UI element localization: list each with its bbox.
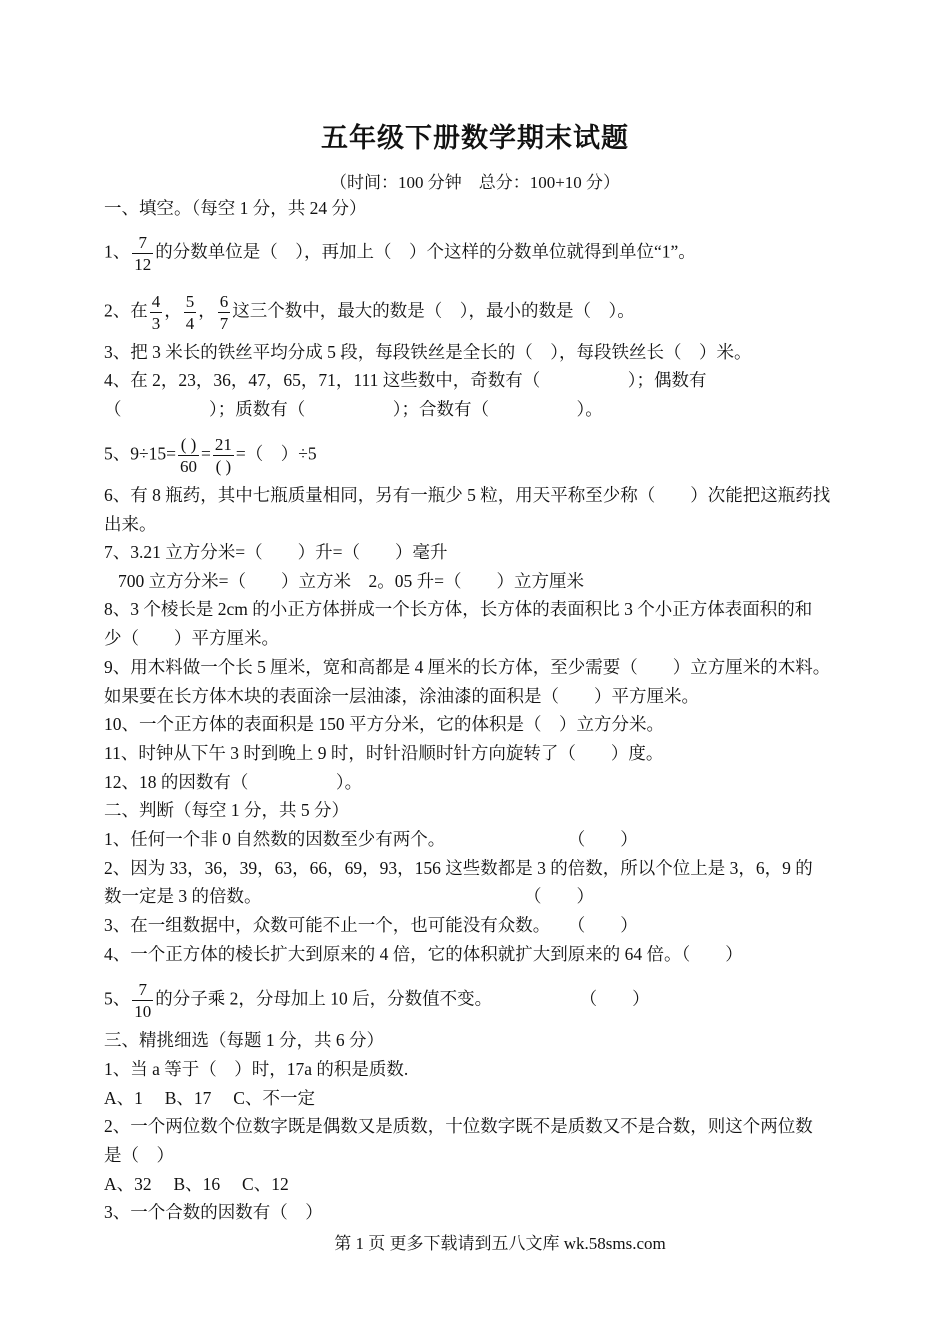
s3-q2-options: A、32 B、16 C、12 [104, 1174, 289, 1194]
s1-q3: 3、把 3 米长的铁丝平均分成 5 段，每段铁丝是全长的（ ），每段铁丝长（ ）米。 [104, 342, 752, 362]
page-subtitle: （时间：100 分钟 总分：100+10 分） [329, 173, 621, 192]
s1-q4-line2: （ ）；质数有（ ）；合数有（ ）。 [104, 399, 603, 419]
s1-q1: 1、 $\frac{7}{12}$ 的分数单位是（ ），再加上（ ）个这样的分数单位就得到单位“1”。 [104, 233, 696, 274]
s1-q11: 11、时钟从下午 3 时到晚上 9 时，时针沿顺时针方向旋转了（ ）度。 [104, 743, 664, 763]
section2-heading: 二、判断（每空 1 分，共 5 分） [104, 800, 349, 820]
s3-q1-options: A、1 B、17 C、不一定 [104, 1088, 315, 1108]
fraction-6-7: $\frac{6}{7}$ [219, 292, 229, 333]
s2-q2-line2: 数一定是 3 的倍数。 （ ） [104, 886, 594, 906]
page-title: 五年级下册数学期末试题 [321, 123, 629, 153]
s1-q4-line1: 4、在 2，23，36，47，65，71，111 这些数中，奇数有（ ）；偶数有 [104, 370, 707, 390]
fraction-5-4: $\frac{5}{4}$ [185, 292, 195, 333]
s3-q2-line2: 是（ ） [104, 1145, 174, 1165]
s2-q5: 5、 $\frac{7}{10}$ 的分子乘 2，分母加上 10 后，分数值不变。 （ ） [104, 980, 650, 1021]
s1-q7-line1: 7、3.21 立方分米=（ ）升=（ ）毫升 [104, 542, 448, 562]
s1-q9-line2: 如果要在长方体木块的表面涂一层油漆，涂油漆的面积是（ ）平方厘米。 [104, 686, 699, 706]
s2-q3: 3、在一组数据中，众数可能不止一个，也可能没有众数。 （ ） [104, 915, 638, 935]
s1-q2: 2、在 $\frac{4}{3}$ ， $\frac{5}{4}$ ， $\frac{6}{7}$ 这三个数中，最大的数是（ ），最小的数是（ ）。 [104, 292, 635, 333]
s1-q8-line1: 8、3 个棱长是 2cm 的小正方体拼成一个长方体，长方体的表面积比 3 个小正方体表面积的和 [104, 599, 813, 619]
s3-q1: 1、当 a 等于（ ）时，17a 的积是质数. [104, 1059, 409, 1079]
fraction-7-10: $\frac{7}{10}$ [134, 980, 152, 1021]
s1-q12: 12、18 的因数有（ ）。 [104, 772, 363, 792]
section1-heading: 一、填空。（每空 1 分，共 24 分） [104, 198, 367, 218]
s1-q10: 10、一个正方体的表面积是 150 平方分米，它的体积是（ ）立方分米。 [104, 714, 664, 734]
s3-q2-line1: 2、一个两位数个位数字既是偶数又是质数，十位数字既不是质数又不是合数，则这个两位数 [104, 1116, 813, 1136]
s1-q6-line2: 出来。 [104, 514, 157, 534]
page-footer: 第 1 页 更多下载请到五八文库 wk.58sms.com [334, 1234, 666, 1253]
s1-q7-line2: 700 立方分米=（ ）立方米 2。05 升=（ ）立方厘米 [118, 571, 584, 591]
s2-q2-line1: 2、因为 33，36，39，63，66，69，93，156 这些数都是 3 的倍数，所以个位上是 3，6，9 的 [104, 858, 813, 878]
s1-q6-line1: 6、有 8 瓶药，其中七瓶质量相同，另有一瓶少 5 粒，用天平称至少称（ ）次能把这瓶药找 [104, 485, 831, 505]
fraction-21-blank: $\frac{21}{( )}$ [214, 435, 232, 476]
s1-q9-line1: 9、用木料做一个长 5 厘米，宽和高都是 4 厘米的长方体，至少需要（ ）立方厘米的木料。 [104, 657, 831, 677]
section3-heading: 三、精挑细选（每题 1 分，共 6 分） [104, 1030, 384, 1050]
fraction-4-3: $\frac{4}{3}$ [151, 292, 161, 333]
s2-q4: 4、一个正方体的棱长扩大到原来的 4 倍，它的体积就扩大到原来的 64 倍。（ ） [104, 944, 743, 964]
s1-q5: 5、9÷15= $\frac{( )}{60}$ = $\frac{21}{( )}$ =（ ）÷5 [104, 435, 317, 476]
fraction-blank-60: $\frac{( )}{60}$ [179, 435, 197, 476]
fraction-7-12: $\frac{7}{12}$ [134, 233, 152, 274]
s2-q1: 1、任何一个非 0 自然数的因数至少有两个。 （ ） [104, 829, 638, 849]
s3-q3: 3、一个合数的因数有（ ） [104, 1202, 323, 1222]
s1-q8-line2: 少（ ）平方厘米。 [104, 628, 279, 648]
